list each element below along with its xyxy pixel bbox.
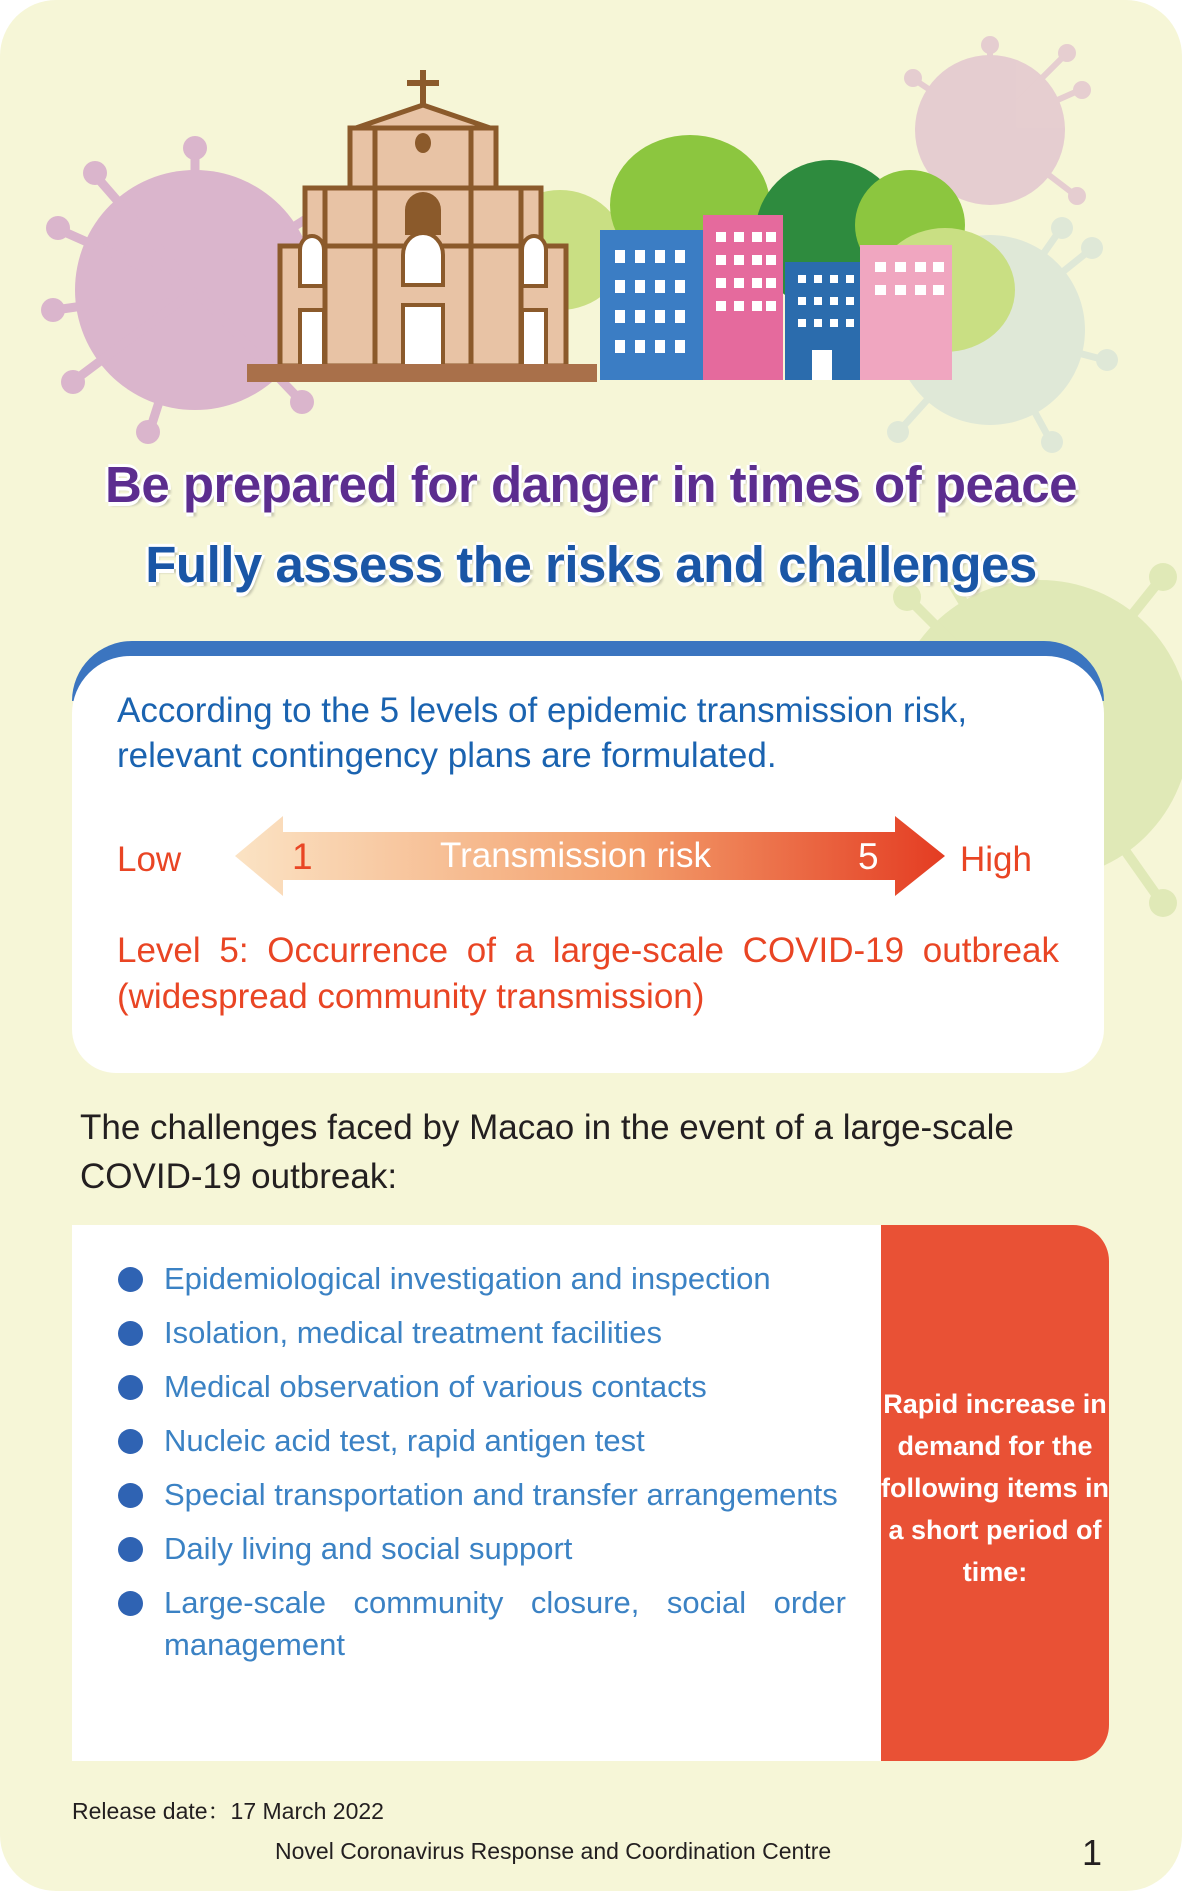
bullet-icon xyxy=(118,1267,143,1292)
page-number: 1 xyxy=(1082,1832,1103,1873)
risk-scale-min: 1 xyxy=(292,836,313,877)
list-item: Large-scale community closure, social order management xyxy=(118,1582,846,1666)
bullet-icon xyxy=(118,1537,143,1562)
bullet-icon xyxy=(118,1429,143,1454)
bullet-icon xyxy=(118,1483,143,1508)
page-subtitle: Fully assess the risks and challenges xyxy=(145,536,1037,593)
risk-scale-label: Transmission risk xyxy=(440,836,711,875)
bullet-icon xyxy=(118,1591,143,1616)
challenges-heading: The challenges faced by Macao in the event of a large-scale COVID-19 outbreak: xyxy=(80,1108,1014,1196)
risk-low-label: Low xyxy=(117,840,182,879)
list-item: Daily living and social support xyxy=(118,1528,846,1570)
list-item: Medical observation of various contacts xyxy=(118,1366,846,1408)
bullet-icon xyxy=(118,1321,143,1346)
organization-name: Novel Coronavirus Response and Coordination Centre xyxy=(275,1838,832,1864)
risk-intro-text: According to the 5 levels of epidemic transmission risk, relevant contingency plans are formulated. xyxy=(117,691,968,775)
page-title: Be prepared for danger in times of peace xyxy=(105,456,1077,513)
risk-scale-max: 5 xyxy=(858,836,879,877)
demand-list xyxy=(118,1258,846,1678)
list-item: Epidemiological investigation and inspection xyxy=(118,1258,846,1300)
list-item: Isolation, medical treatment facilities xyxy=(118,1312,846,1354)
list-item: Nucleic acid test, rapid antigen test xyxy=(118,1420,846,1462)
risk-high-label: High xyxy=(960,840,1032,879)
bullet-icon xyxy=(118,1375,143,1400)
list-item: Special transportation and transfer arrangements xyxy=(118,1474,846,1516)
demand-side-text: Rapid increase in demand for the following items in a short period of time: xyxy=(881,1389,1109,1587)
release-date: Release date：17 March 2022 xyxy=(72,1798,384,1824)
level5-description: Level 5: Occurrence of a large-scale COVID-19 outbreak (widespread community transmission) xyxy=(117,931,1059,1016)
